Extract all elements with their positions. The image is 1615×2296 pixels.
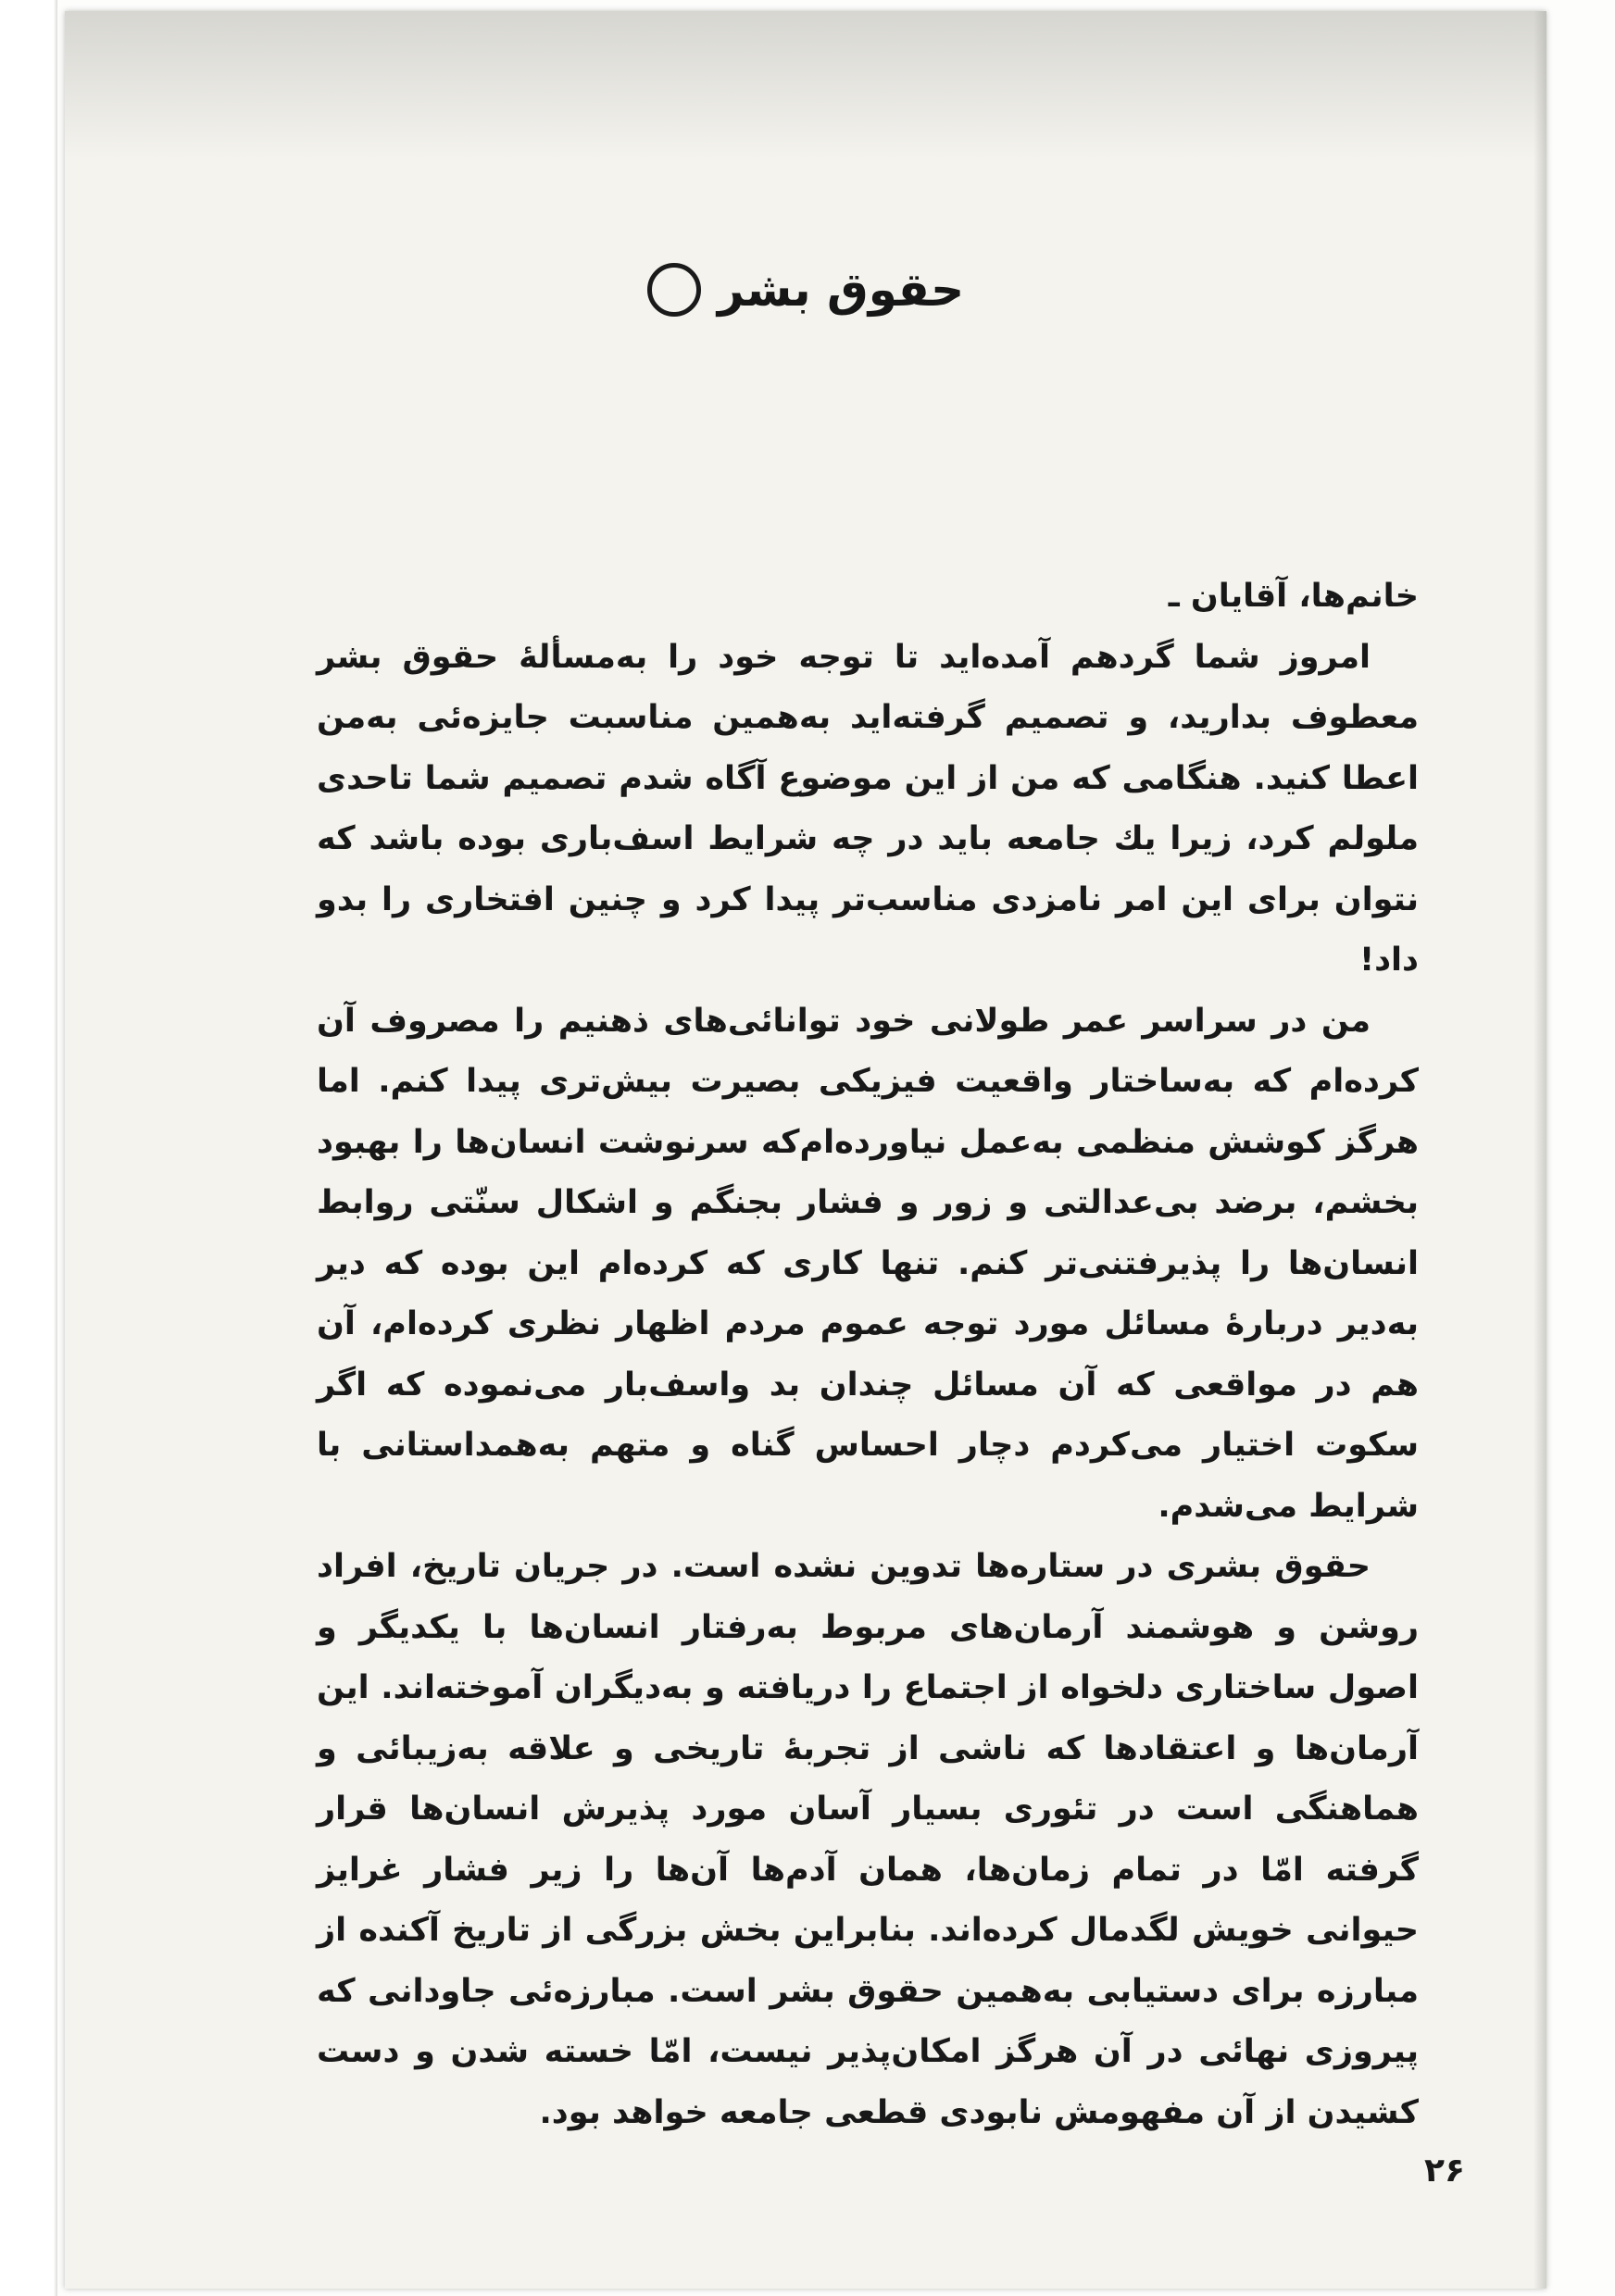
page-top-shadow <box>65 11 1546 159</box>
salutation: خانم‌ها، آقایان ـ <box>1168 578 1419 615</box>
paragraph-3: حقوق بشری در ستاره‌ها تدوین نشده است. در جریان تاریخ، افراد روشن و هوشمند آرمان‌های مربوط به‌رفتار انسان‌ها با یکدیگر و اصول ساختاری دلخواه از اجتماع را دریافته و به‌دیگران آموخته‌اند. این آرمان‌ها و اعتقادها که ناشی از تجربهٔ تاریخی و علاقه به‌زیبائی و هماهنگی است در تئوری بسیار آسان مورد پذیرش انسان‌ها قرار گرفته امّا در تمام زمان‌ها، همان آدم‌ها آن‌ها را زیر فشار غرایز حیوانی خویش لگدمال کرده‌اند. بنابراین بخش بزرگی از تاریخ آکنده از مبارزه برای دستیابی به‌همین حقوق بشر است. مبارزه‌ئی جاودانی که پیروزی نهائی در آن هرگز امکان‌پذیر نیست، امّا خسته شدن و دست کشیدن از آن مفهومش نابودی قطعی جامعه خواهد بود. <box>317 1548 1419 2131</box>
chapter-title: حقوق بشر <box>717 263 965 317</box>
paragraph-2: من در سراسر عمر طولانی خود توانائی‌های ذهنیم را مصروف آن کرده‌ام که به‌ساختار واقعیت فیزیکی بصیرت بیش‌تری پیدا کنم. اما هرگز کوشش منظمی به‌عمل نیاورده‌ام‌که سرنوشت انسان‌ها را بهبود بخشم، برضد بی‌عدالتی و زور و فشار بجنگم و اشکال سنّتی روابط انسان‌ها را پذیرفتنی‌تر کنم. تنها کاری که کرده‌ام این بوده که دیر به‌دیر دربارهٔ مسائل مورد توجه عموم مردم اظهار نظری کرده‌ام، آن هم در مواقعی که آن مسائل چندان بد واسف‌بار می‌نموده که اگر سکوت اختیار می‌کردم دچار احساس گناه و متهم به‌همداستانی با شرایط می‌شدم. <box>317 1002 1419 1525</box>
body-text <box>317 567 1419 2143</box>
paragraph-1: امروز شما گردهم آمده‌اید تا توجه خود را به‌مسألهٔ حقوق بشر معطوف بدارید، و تصمیم گرفته‌اید به‌همین مناسبت جایزه‌ئی به‌من اعطا کنید. هنگامی که من از این موضوع آگاه شدم تصمیم شما تاحدی ملولم کرد، زیرا یك جامعه باید در چه شرایط اسف‌باری بوده باشد که نتوان برای این امر نامزدی مناسب‌تر پیدا کرد و چنین افتخاری را بدو داد! <box>317 638 1419 979</box>
scan-background-edge <box>0 0 57 2296</box>
chapter-header <box>65 248 1546 331</box>
circle-ornament-icon <box>647 263 701 317</box>
book-page <box>65 11 1546 2289</box>
page-number: ۲۶ <box>1424 2152 1465 2190</box>
page-right-edge <box>1534 11 1546 2289</box>
